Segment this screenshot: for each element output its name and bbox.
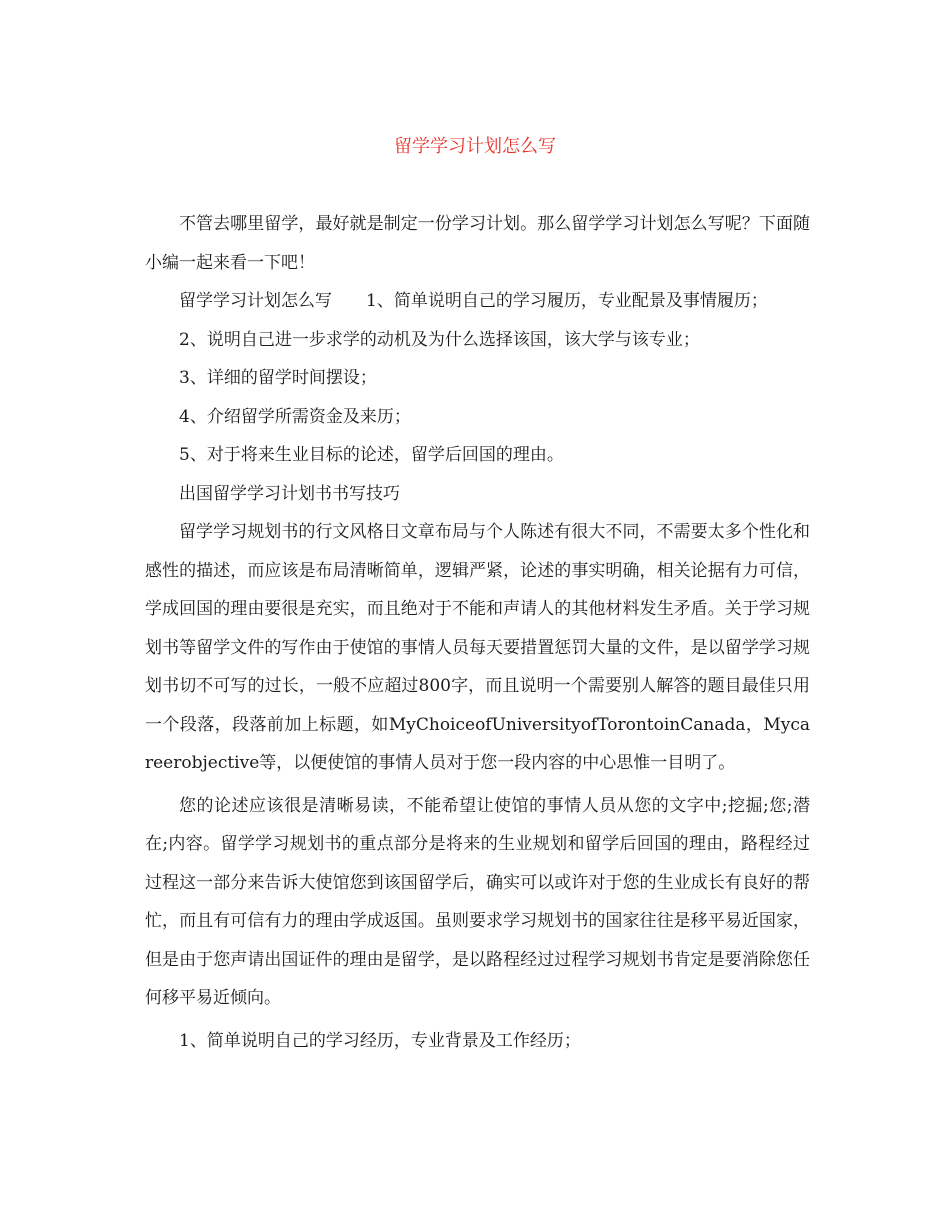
paragraph-plan-item-2: 2、说明自己进一步求学的动机及为什么选择该国，该大学与该专业； bbox=[179, 329, 700, 350]
paragraph-list-item-1: 1、简单说明自己的学习经历，专业背景及工作经历； bbox=[179, 1030, 581, 1051]
paragraph-plan-item-3: 3、详细的留学时间摆设； bbox=[179, 368, 377, 388]
paragraph-plan-item-1: 留学学习计划怎么写 1、简单说明自己的学习履历，专业配景及事情履历； bbox=[179, 291, 768, 311]
paragraph-plan-item-4: 4、介绍留学所需资金及来历； bbox=[179, 406, 411, 427]
paragraph-clarity: 您的论述应该很是清晰易读，不能希望让使馆的事情人员从您的文字中;挖掘;您;潜在;内容。留学学习规划书的重点部分是将来的生业规划和留学后回国的理由，路程经过过程这一部分来告诉大使馆您到该国留学后，确实可以或许对于您的生业成长有良好的帮忙，而且有可信有力的理由学成返国。虽则要求学习规划书的国家往往是移平易近国家，但是由于您声请出国证件的理由是留学，是以路程经过过程学习规划书肯定是要消除您任何移平易近倾向。 bbox=[145, 795, 810, 1008]
document-title: 留学学习计划怎么写 bbox=[394, 136, 556, 157]
document-body bbox=[145, 205, 810, 1060]
section-heading-tips: 出国留学学习计划书书写技巧 bbox=[179, 483, 400, 504]
paragraph-intro: 不管去哪里留学，最好就是制定一份学习计划。那么留学学习计划怎么写呢？下面随小编一起来看一下吧！ bbox=[145, 214, 810, 273]
paragraph-plan-item-5: 5、对于将来生业目标的论述，留学后回国的理由。 bbox=[179, 445, 564, 465]
paragraph-style: 留学学习规划书的行文风格日文章布局与个人陈述有很大不同，不需要太多个性化和感性的描述，而应该是布局清晰简单，逻辑严紧，论述的事实明确，相关论据有力可信，学成回国的理由要很是充实，而且绝对于不能和声请人的其他材料发生矛盾。关于学习规划书等留学文件的写作由于使馆的事情人员每天要措置惩罚大量的文件，是以留学学习规划书切不可写的过长，一般不应超过800字，而且说明一个需要别人解答的题目最佳只用一个段落，段落前加上标题，如MyChoiceofUniversityofTorontoinCanada，Mycareerobjective等，以便使馆的事情人员对于您一段内容的中心思惟一目明了。 bbox=[145, 522, 810, 773]
